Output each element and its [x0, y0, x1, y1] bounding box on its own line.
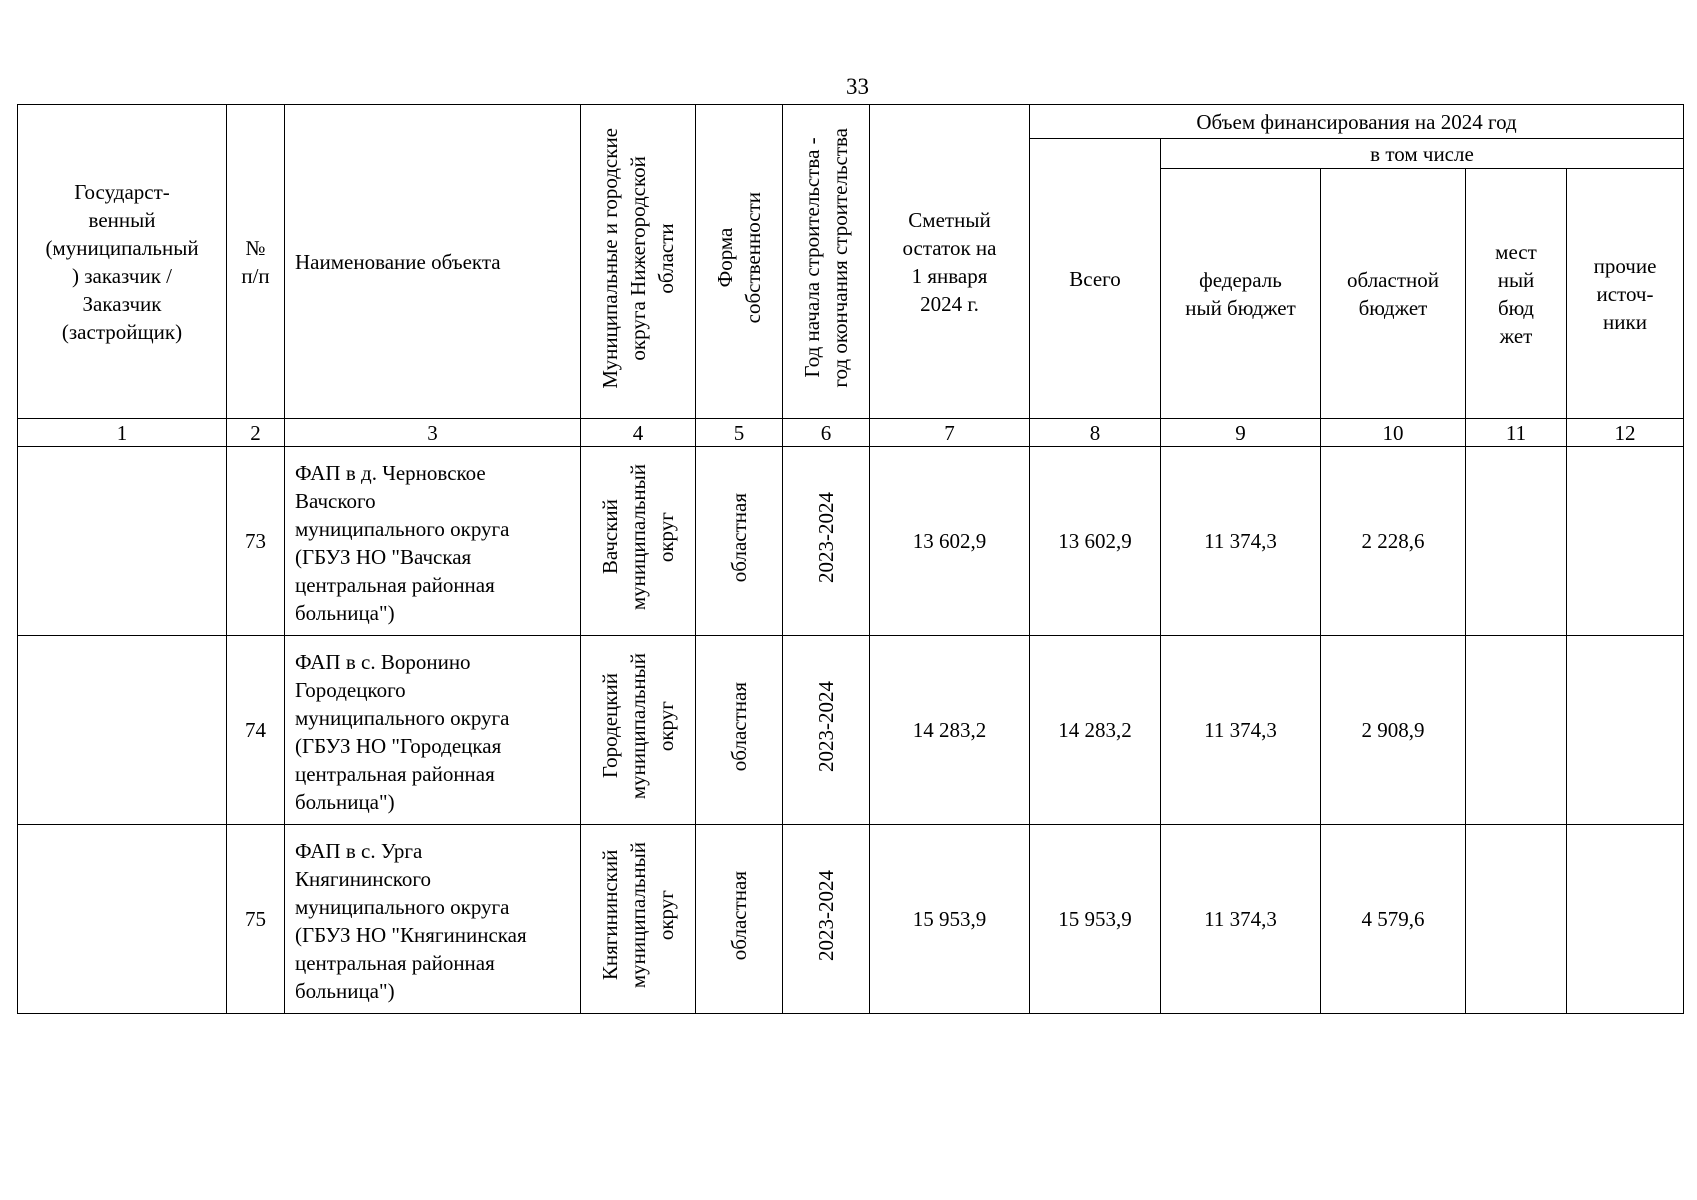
header-other: прочие источ- ники [1567, 169, 1684, 419]
row-local [1466, 636, 1567, 825]
row-local [1466, 447, 1567, 636]
page-number: 33 [846, 74, 869, 99]
column-number: 10 [1321, 419, 1466, 447]
row-ownership: областная [727, 870, 751, 961]
row-balance: 15 953,9 [870, 825, 1030, 1014]
row-district-cell [581, 447, 696, 636]
row-num: 74 [227, 636, 285, 825]
row-other [1567, 636, 1684, 825]
row-years: 2023-2024 [814, 681, 838, 772]
row-num: 75 [227, 825, 285, 1014]
header-ownership-cell [696, 105, 783, 419]
column-numbers-row [18, 419, 1684, 447]
row-other [1567, 825, 1684, 1014]
column-number: 1 [18, 419, 227, 447]
header-district: Муниципальные и городские округа Нижегородской области [598, 127, 678, 389]
header-total: Всего [1030, 139, 1161, 419]
row-federal: 11 374,3 [1161, 447, 1321, 636]
column-number: 5 [696, 419, 783, 447]
header-district-cell [581, 105, 696, 419]
row-ownership-cell [696, 636, 783, 825]
row-ownership: областная [727, 681, 751, 772]
row-district-cell [581, 636, 696, 825]
row-regional: 2 908,9 [1321, 636, 1466, 825]
column-number: 11 [1466, 419, 1567, 447]
row-balance: 14 283,2 [870, 636, 1030, 825]
row-years-cell [783, 447, 870, 636]
row-customer [18, 447, 227, 636]
row-years: 2023-2024 [814, 870, 838, 961]
row-years-cell [783, 636, 870, 825]
header-funding: Объем финансирования на 2024 год [1030, 105, 1684, 139]
column-number: 12 [1567, 419, 1684, 447]
header-num: № п/п [227, 105, 285, 419]
header-federal: федераль ный бюджет [1161, 169, 1321, 419]
row-total: 13 602,9 [1030, 447, 1161, 636]
row-district-cell [581, 825, 696, 1014]
financing-table [17, 104, 1684, 1014]
header-local: мест ный бюд жет [1466, 169, 1567, 419]
row-num: 73 [227, 447, 285, 636]
row-federal: 11 374,3 [1161, 636, 1321, 825]
header-customer: Государст- венный (муниципальный ) заказчик / Заказчик (застройщик) [18, 105, 227, 419]
row-years-cell [783, 825, 870, 1014]
header-row-1 [18, 105, 1684, 139]
table-row [18, 636, 1684, 825]
row-object-name: ФАП в д. Черновское Вачского муниципального округа (ГБУЗ НО "Вачская центральная районная больница") [285, 447, 581, 636]
column-number: 3 [285, 419, 581, 447]
table-row [18, 447, 1684, 636]
row-local [1466, 825, 1567, 1014]
header-regional: областной бюджет [1321, 169, 1466, 419]
row-total: 15 953,9 [1030, 825, 1161, 1014]
header-ownership: Форма собственности [713, 192, 765, 324]
row-customer [18, 636, 227, 825]
row-ownership: областная [727, 492, 751, 583]
header-name: Наименование объекта [285, 105, 581, 419]
row-district: Княгининский муниципальный округ [598, 842, 678, 989]
column-number: 8 [1030, 419, 1161, 447]
row-district: Вачский муниципальный округ [598, 464, 678, 611]
row-customer [18, 825, 227, 1014]
header-years: Год начала строительства - год окончания строительства [800, 128, 852, 388]
row-regional: 4 579,6 [1321, 825, 1466, 1014]
row-object-name: ФАП в с. Урга Княгининского муниципального округа (ГБУЗ НО "Княгининская центральная районная больница") [285, 825, 581, 1014]
row-total: 14 283,2 [1030, 636, 1161, 825]
row-regional: 2 228,6 [1321, 447, 1466, 636]
row-ownership-cell [696, 447, 783, 636]
row-federal: 11 374,3 [1161, 825, 1321, 1014]
row-object-name: ФАП в с. Воронино Городецкого муниципального округа (ГБУЗ НО "Городецкая центральная районная больница") [285, 636, 581, 825]
table-row [18, 825, 1684, 1014]
column-number: 7 [870, 419, 1030, 447]
header-years-cell [783, 105, 870, 419]
row-district: Городецкий муниципальный округ [598, 653, 678, 800]
column-number: 6 [783, 419, 870, 447]
column-number: 4 [581, 419, 696, 447]
row-other [1567, 447, 1684, 636]
header-balance: Сметный остаток на 1 января 2024 г. [870, 105, 1030, 419]
row-balance: 13 602,9 [870, 447, 1030, 636]
column-number: 9 [1161, 419, 1321, 447]
column-number: 2 [227, 419, 285, 447]
row-years: 2023-2024 [814, 492, 838, 583]
row-ownership-cell [696, 825, 783, 1014]
header-including: в том числе [1161, 139, 1684, 169]
